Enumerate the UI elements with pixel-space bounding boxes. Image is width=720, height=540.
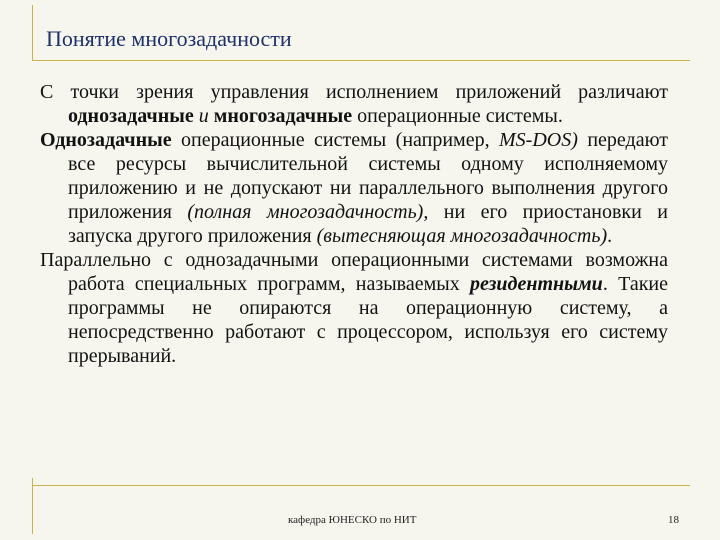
p3-text-b: . Такие программы не опираются на операционную систему, а непосредственно работают с процессором, используя его систему прерываний. bbox=[68, 273, 668, 367]
p1-bold-single: однозадачные bbox=[68, 105, 194, 127]
slide-content bbox=[40, 80, 668, 368]
p2-italic-preemptive: (вытесняющая многозадачность) bbox=[316, 225, 608, 247]
footer-department: кафедра ЮНЕСКО по НИТ bbox=[288, 514, 417, 526]
p2-text-c: ни его приостановки и запуска другого приложения bbox=[68, 201, 668, 247]
frame-line-left-bottom bbox=[32, 478, 33, 534]
p1-text-and: и bbox=[193, 105, 214, 127]
p3-text-a: Параллельно с однозадачными операционными системами возможна работа специальных программ, называемых bbox=[40, 249, 668, 295]
p2-bold-single: Однозадачные bbox=[40, 129, 172, 151]
footer-line bbox=[32, 485, 690, 486]
p1-bold-multi: многозадачные bbox=[213, 105, 353, 127]
slide-title: Понятие многозадачности bbox=[46, 26, 292, 51]
p1-text-d: операционные системы. bbox=[352, 105, 563, 127]
p3-bold-italic-resident: резидентными bbox=[470, 273, 603, 295]
p2-text-b: передают все ресурсы вычислительной системы одному исполняемому приложению и не допускают ни параллельного выполнения другого приложения bbox=[68, 129, 668, 223]
paragraph-1 bbox=[40, 80, 668, 128]
p2-italic-msdos: MS-DOS) bbox=[499, 129, 578, 151]
title-underline bbox=[32, 60, 690, 61]
p1-text-a: С точки зрения управления исполнением приложений различают bbox=[40, 81, 668, 103]
p2-text-d: . bbox=[607, 225, 613, 247]
p2-text-a: операционные системы (например, bbox=[171, 129, 500, 151]
p2-italic-full: (полная многозадачность), bbox=[187, 201, 429, 223]
page-number: 18 bbox=[668, 514, 679, 526]
paragraph-3 bbox=[40, 248, 668, 368]
paragraph-2 bbox=[40, 128, 668, 248]
frame-line-left-top bbox=[32, 5, 33, 61]
